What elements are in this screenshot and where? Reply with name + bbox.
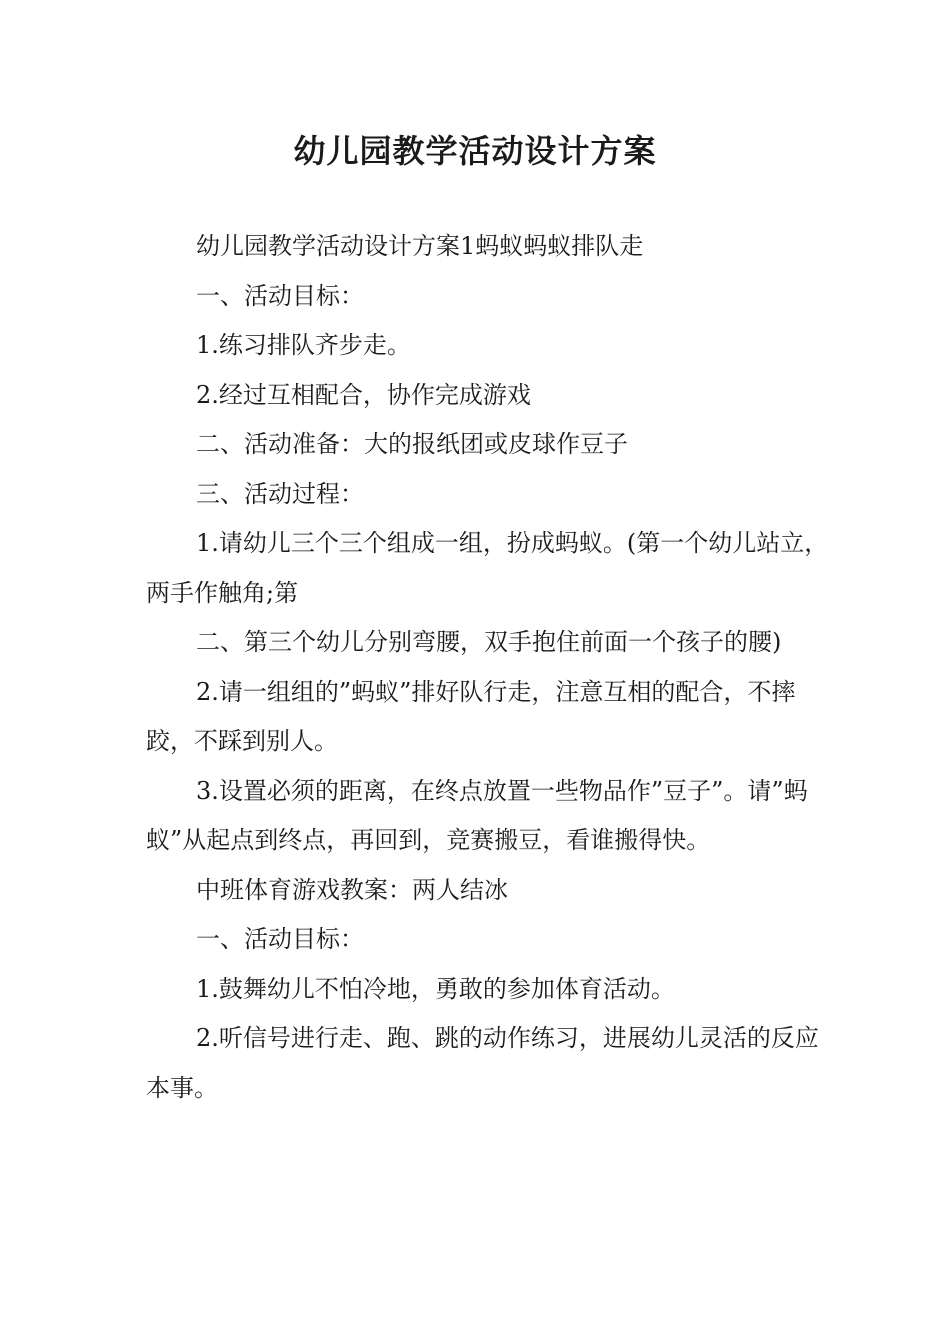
paragraph: 1.练习排队齐步走。	[196, 331, 411, 359]
paragraph: 幼儿园教学活动设计方案1蚂蚁蚂蚁排队走	[196, 232, 644, 260]
paragraph: 二、第三个幼儿分别弯腰，双手抱住前面一个孩子的腰)	[196, 628, 782, 656]
paragraph: 2.听信号进行走、跑、跳的动作练习，进展幼儿灵活的反应本事。	[146, 1024, 819, 1102]
paragraph: 中班体育游戏教案：两人结冰	[196, 875, 508, 904]
paragraph: 一、活动目标：	[196, 281, 364, 310]
paragraph: 1.请幼儿三个三个组成一组，扮成蚂蚁。(第一个幼儿站立，两手作触角;第	[146, 529, 829, 607]
paragraph: 2.经过互相配合，协作完成游戏	[196, 380, 531, 409]
paragraph: 2.请一组组的”蚂蚁”排好队行走，注意互相的配合，不摔跤，不踩到别人。	[146, 677, 796, 755]
paragraph: 1.鼓舞幼儿不怕冷地，勇敢的参加体育活动。	[196, 974, 675, 1003]
paragraph: 二、活动准备：大的报纸团或皮球作豆子	[196, 430, 628, 458]
document-title: 幼儿园教学活动设计方案	[293, 132, 657, 170]
document-body	[146, 222, 832, 1113]
paragraph: 3.设置必须的距离，在终点放置一些物品作”豆子”。请”蚂蚁”从起点到终点，再回到，竞赛搬豆，看谁搬得快。	[146, 776, 808, 854]
paragraph: 一、活动目标：	[196, 925, 364, 953]
paragraph: 三、活动过程：	[196, 479, 364, 508]
